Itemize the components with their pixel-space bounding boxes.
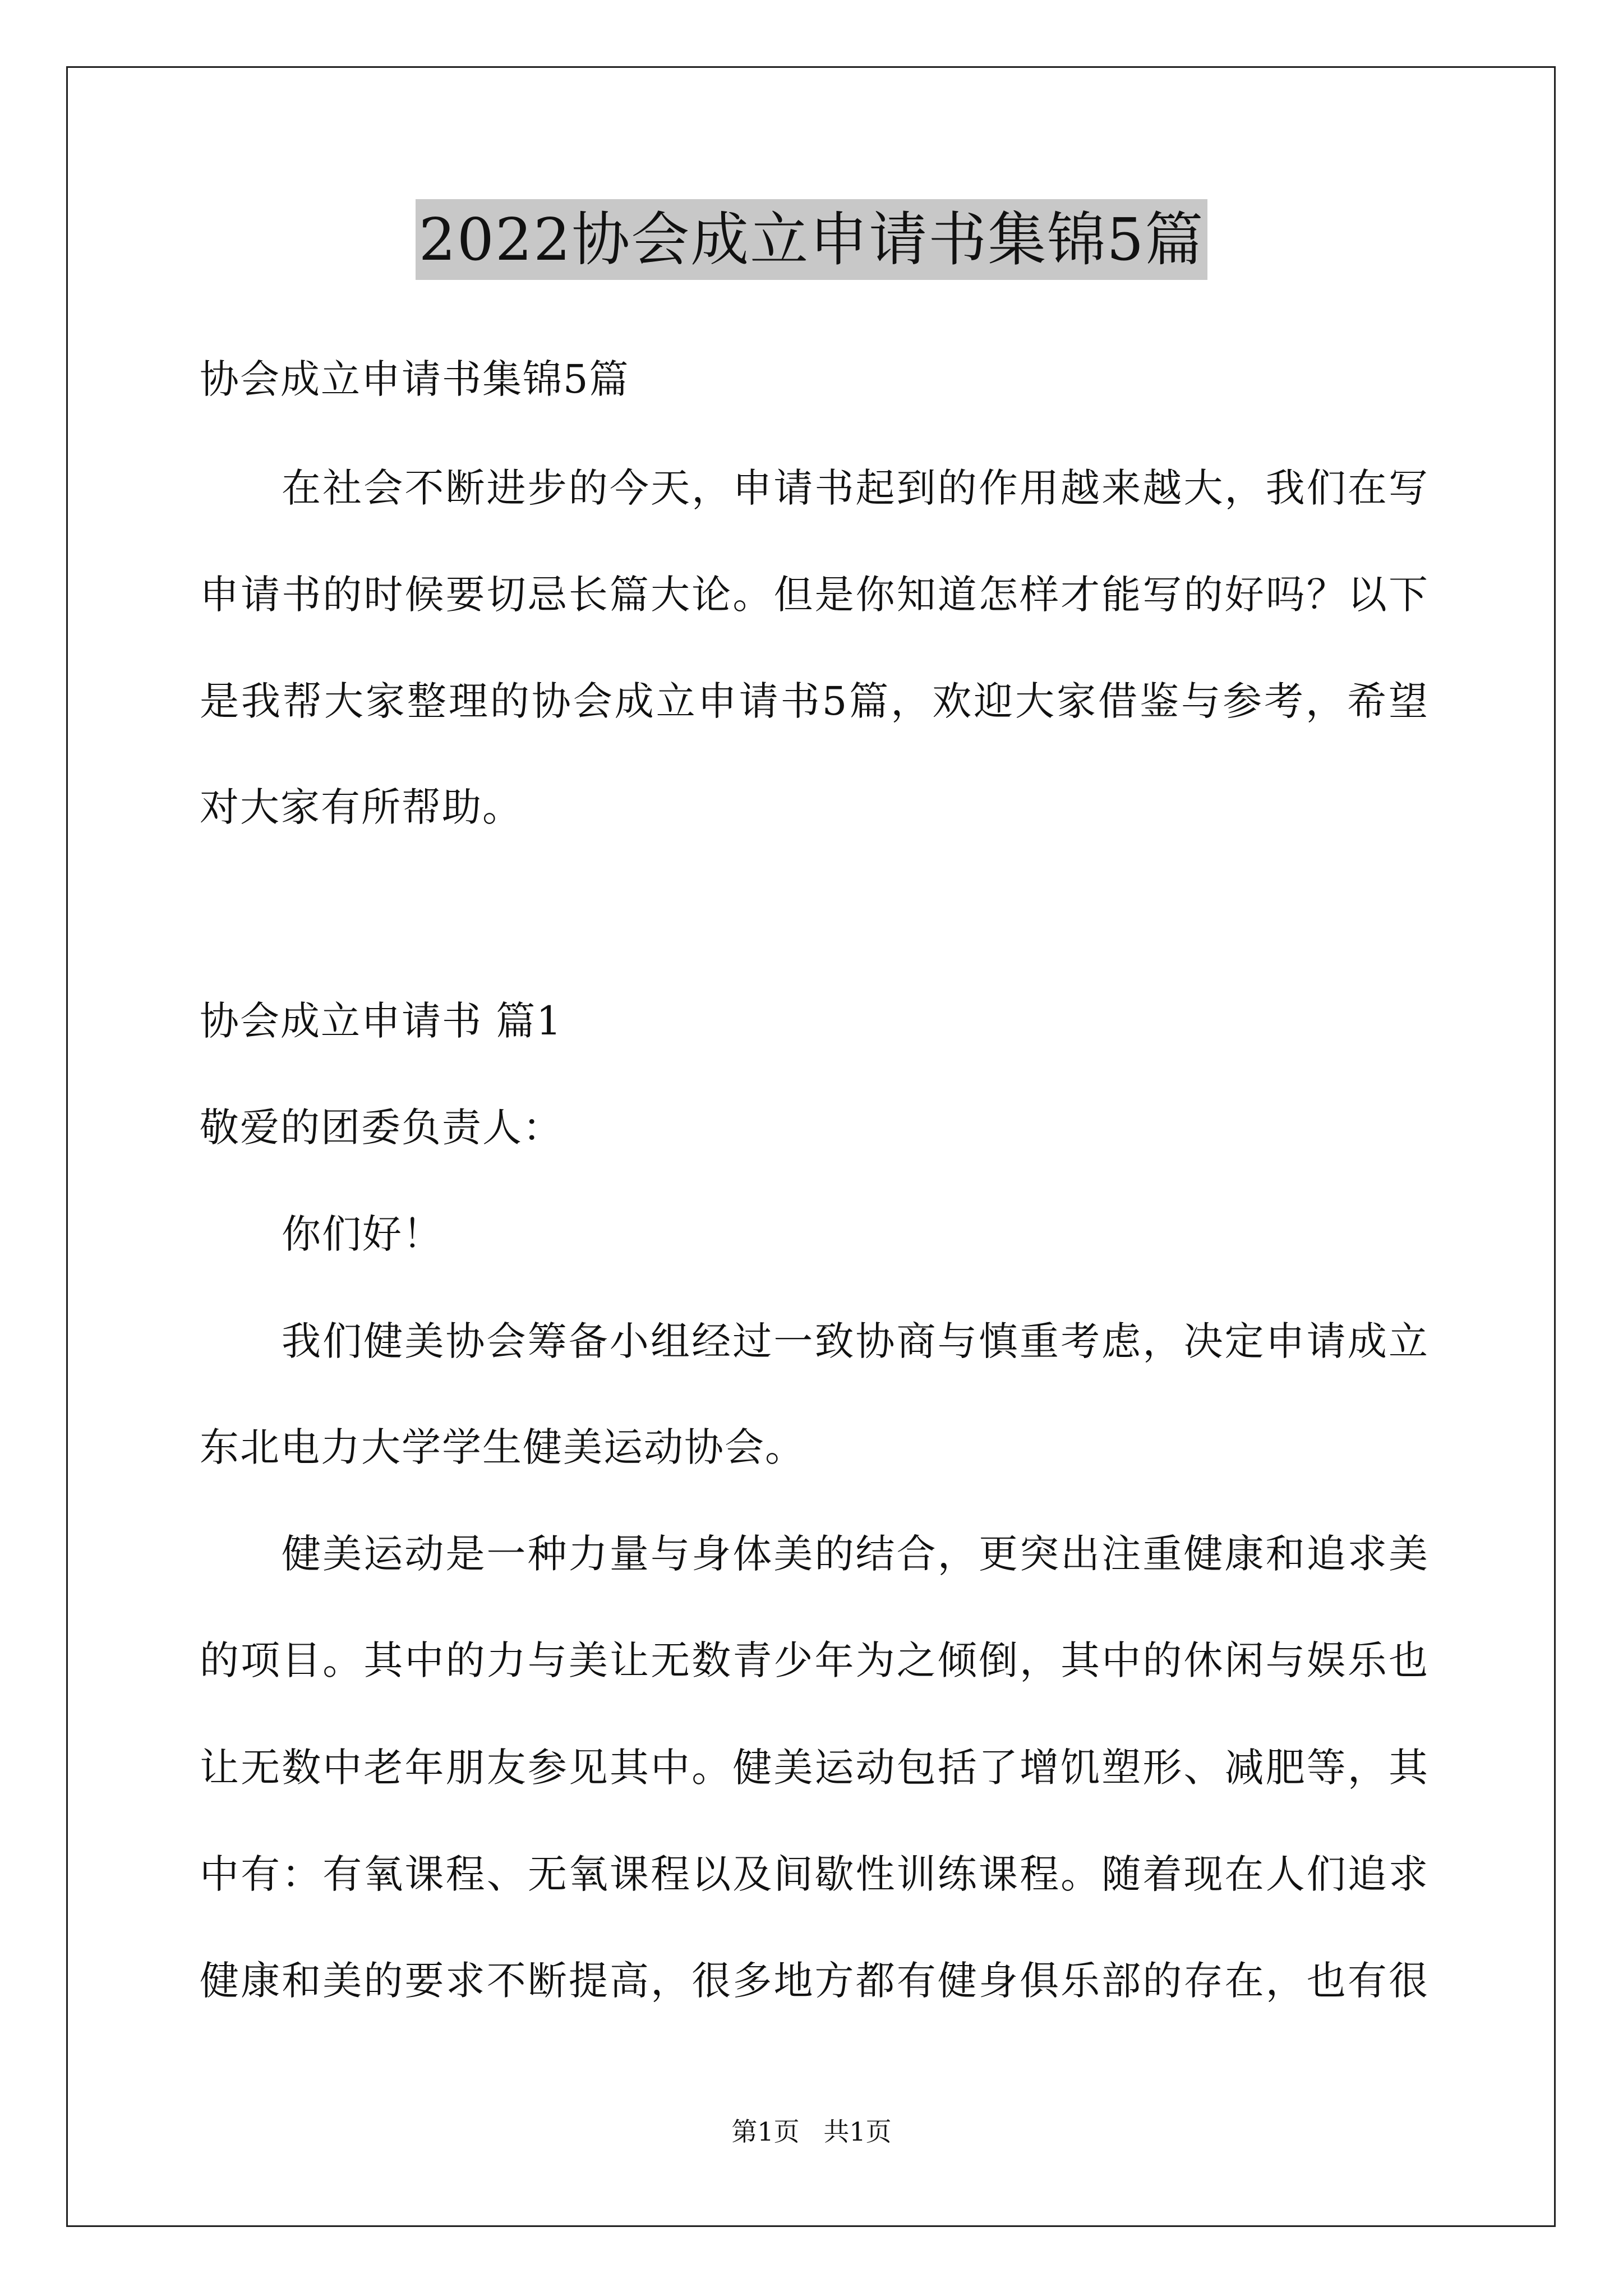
para2-line-4: 中有：有氧课程、无氧课程以及间歇性训练课程。随着现在人们追求: [200, 1851, 1429, 1897]
para2-line-2: 的项目。其中的力与美让无数青少年为之倾倒，其中的休闲与娱乐也: [200, 1637, 1429, 1683]
page-total: 共1页: [823, 2116, 892, 2147]
para1-line-2: 东北电力大学学生健美运动协会。: [200, 1424, 805, 1470]
title-wrap: [0, 199, 1623, 280]
intro-line-4: 对大家有所帮助。: [200, 784, 523, 830]
page-footer: [0, 2115, 1623, 2148]
section-heading: 协会成立申请书 篇1: [200, 998, 562, 1044]
intro-line-3: 是我帮大家整理的协会成立申请书5篇，欢迎大家借鉴与参考，希望: [200, 678, 1429, 724]
intro-line-1: 在社会不断进步的今天，申请书起到的作用越来越大，我们在写: [282, 465, 1429, 511]
para2-line-1: 健美运动是一种力量与身体美的结合，更突出注重健康和追求美: [282, 1531, 1429, 1577]
intro-line-2: 申请书的时候要切忌长篇大论。但是你知道怎样才能写的好吗？以下: [200, 572, 1429, 618]
document-subtitle: 协会成立申请书集锦5篇: [200, 356, 630, 402]
document-title: 2022协会成立申请书集锦5篇: [416, 199, 1208, 280]
salutation: 敬爱的团委负责人：: [200, 1105, 563, 1151]
greeting: 你们好！: [282, 1211, 443, 1257]
para2-line-5: 健康和美的要求不断提高，很多地方都有健身俱乐部的存在，也有很: [200, 1958, 1429, 2004]
page-number: 第1页: [731, 2116, 800, 2147]
para2-line-3: 让无数中老年朋友参见其中。健美运动包括了增饥塑形、减肥等，其: [200, 1745, 1429, 1791]
para1-line-1: 我们健美协会筹备小组经过一致协商与慎重考虑，决定申请成立: [282, 1318, 1429, 1364]
